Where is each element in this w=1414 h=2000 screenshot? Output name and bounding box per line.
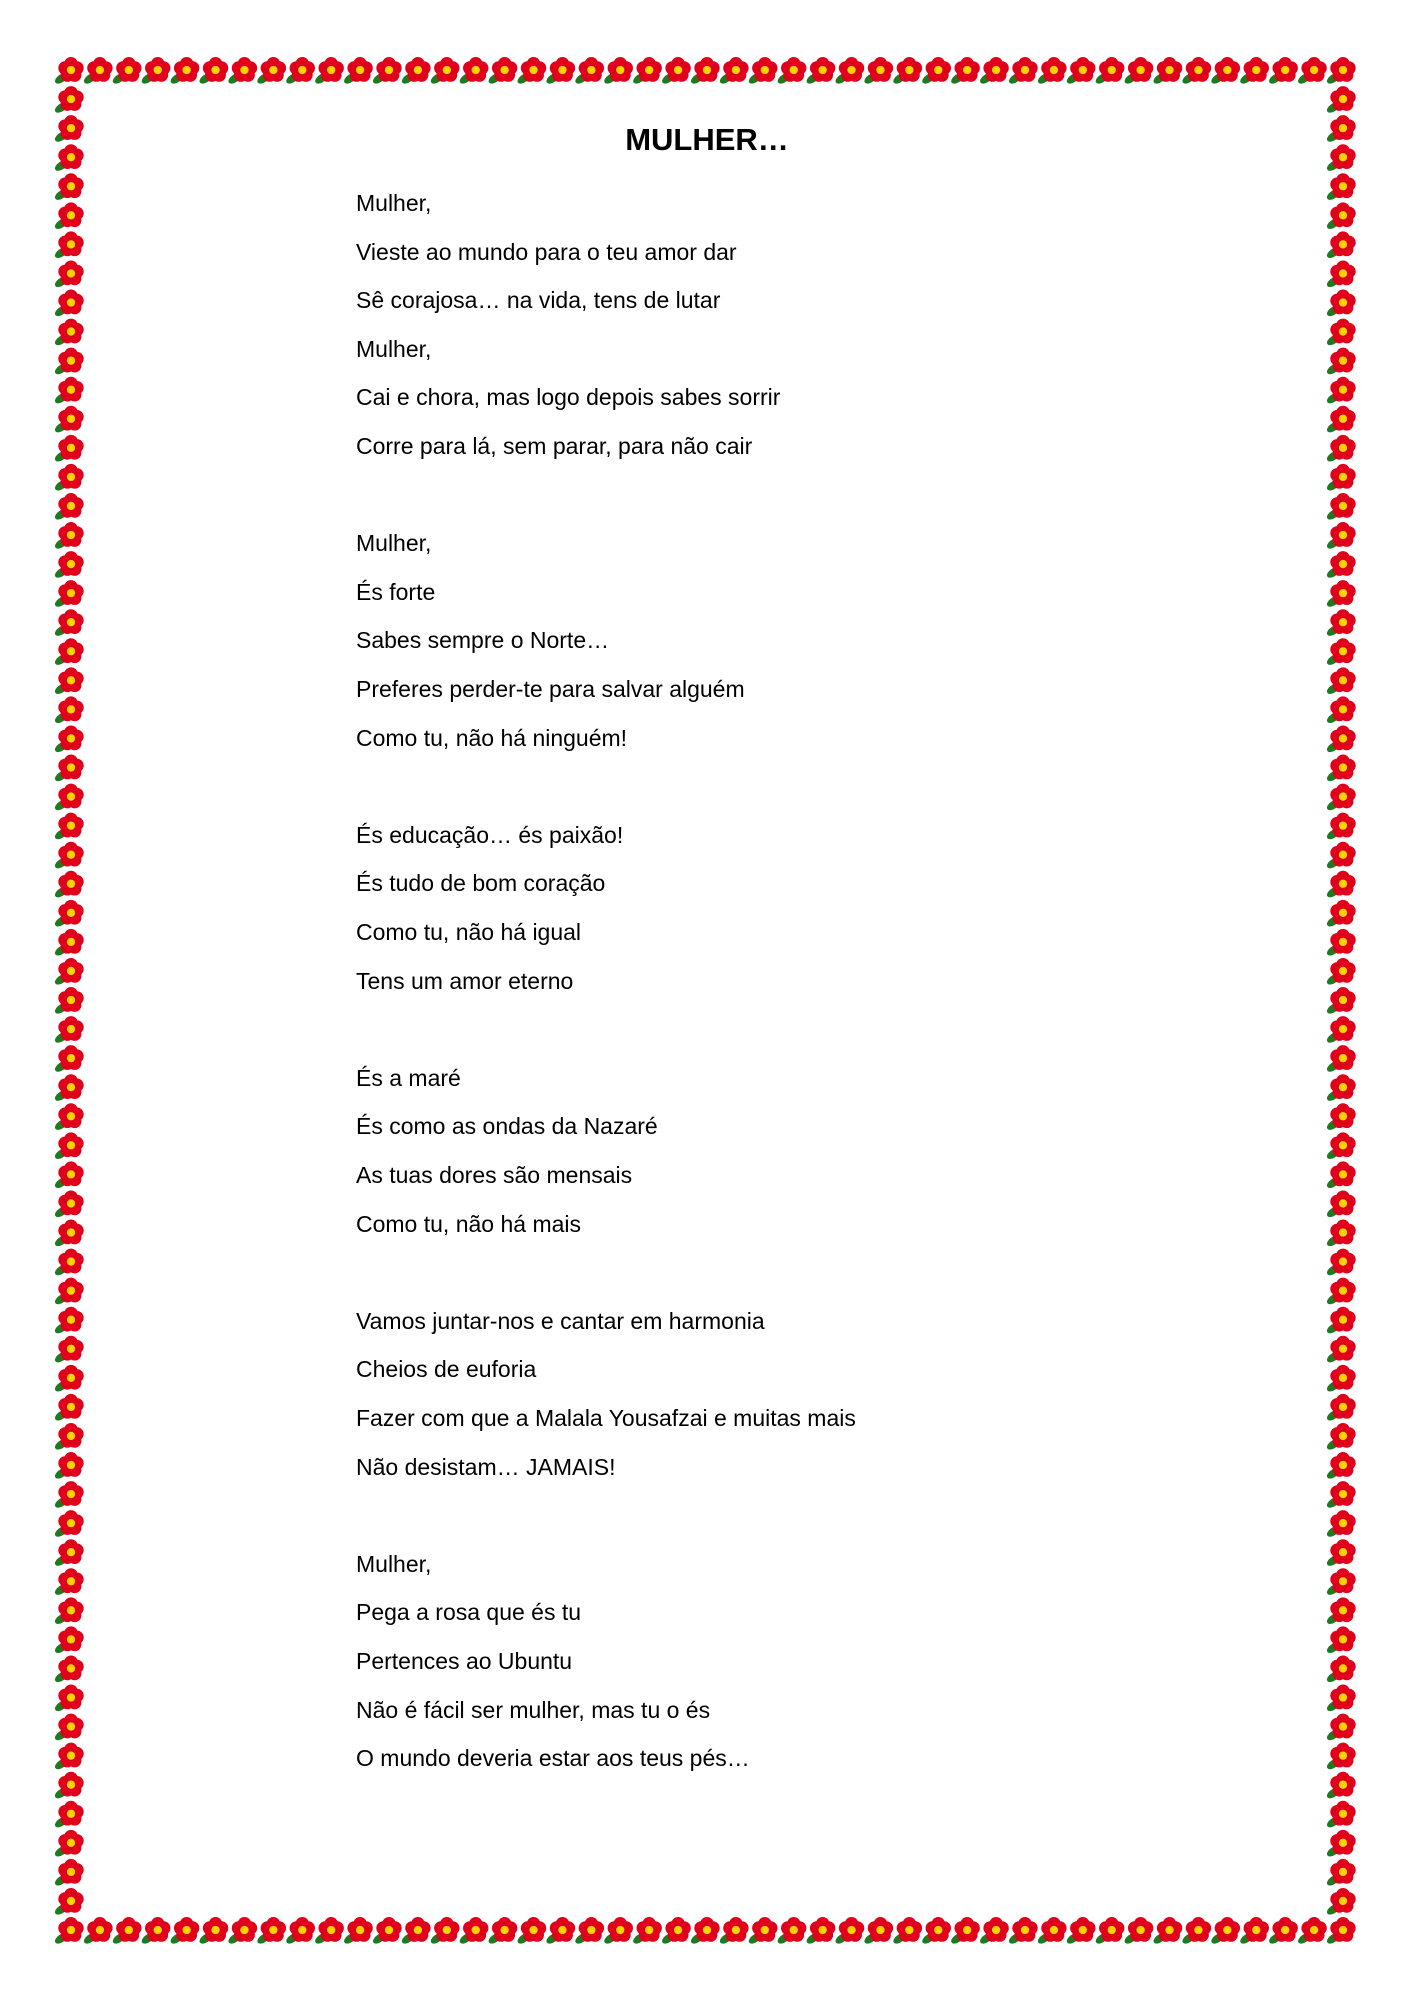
poem-line: És forte — [356, 578, 436, 605]
poem-line: As tuas dores são mensais — [356, 1162, 633, 1188]
poem-line: Como tu, não há igual — [356, 919, 582, 945]
poem-line: Tens um amor eterno — [356, 967, 574, 994]
poem-line: Como tu, não há ninguém! — [356, 724, 628, 751]
poem-line: Corre para lá, sem parar, para não cair — [356, 433, 753, 459]
poem-line: Não é fácil ser mulher, mas tu o és — [356, 1696, 711, 1723]
poem-line: Fazer com que a Malala Yousafzai e muitas mais — [356, 1405, 856, 1431]
poem-line: Sê corajosa… na vida, tens de lutar — [356, 287, 721, 314]
poem-line: És educação… és paixão! — [356, 821, 624, 848]
poem-line: Vamos juntar-nos e cantar em harmonia — [356, 1307, 765, 1334]
poem-line: Não desistam… JAMAIS! — [356, 1453, 616, 1480]
poem-line: És tudo de bom coração — [356, 870, 606, 897]
poem-line: Sabes sempre o Norte… — [356, 627, 610, 654]
poem-line: Mulher, — [356, 1550, 432, 1577]
poem-line: Cai e chora, mas logo depois sabes sorrir — [356, 384, 781, 411]
poem-line: Pertences ao Ubuntu — [356, 1648, 573, 1674]
poem-line: Pega a rosa que és tu — [356, 1599, 582, 1626]
poem-line: Como tu, não há mais — [356, 1210, 582, 1237]
poem-line: Mulher, — [356, 530, 432, 557]
poem-line: És como as ondas da Nazaré — [356, 1113, 658, 1140]
poem-line: Preferes perder-te para salvar alguém — [356, 676, 745, 702]
poem-line: Cheios de euforia — [356, 1356, 537, 1383]
poem-line: És a maré — [356, 1064, 461, 1091]
poem-line: Mulher, — [356, 190, 432, 216]
poem-line: O mundo deveria estar aos teus pés… — [356, 1745, 750, 1772]
poem-title: MULHER… — [625, 122, 789, 157]
poem-line: Vieste ao mundo para o teu amor dar — [356, 238, 737, 265]
poem-line: Mulher, — [356, 335, 432, 362]
